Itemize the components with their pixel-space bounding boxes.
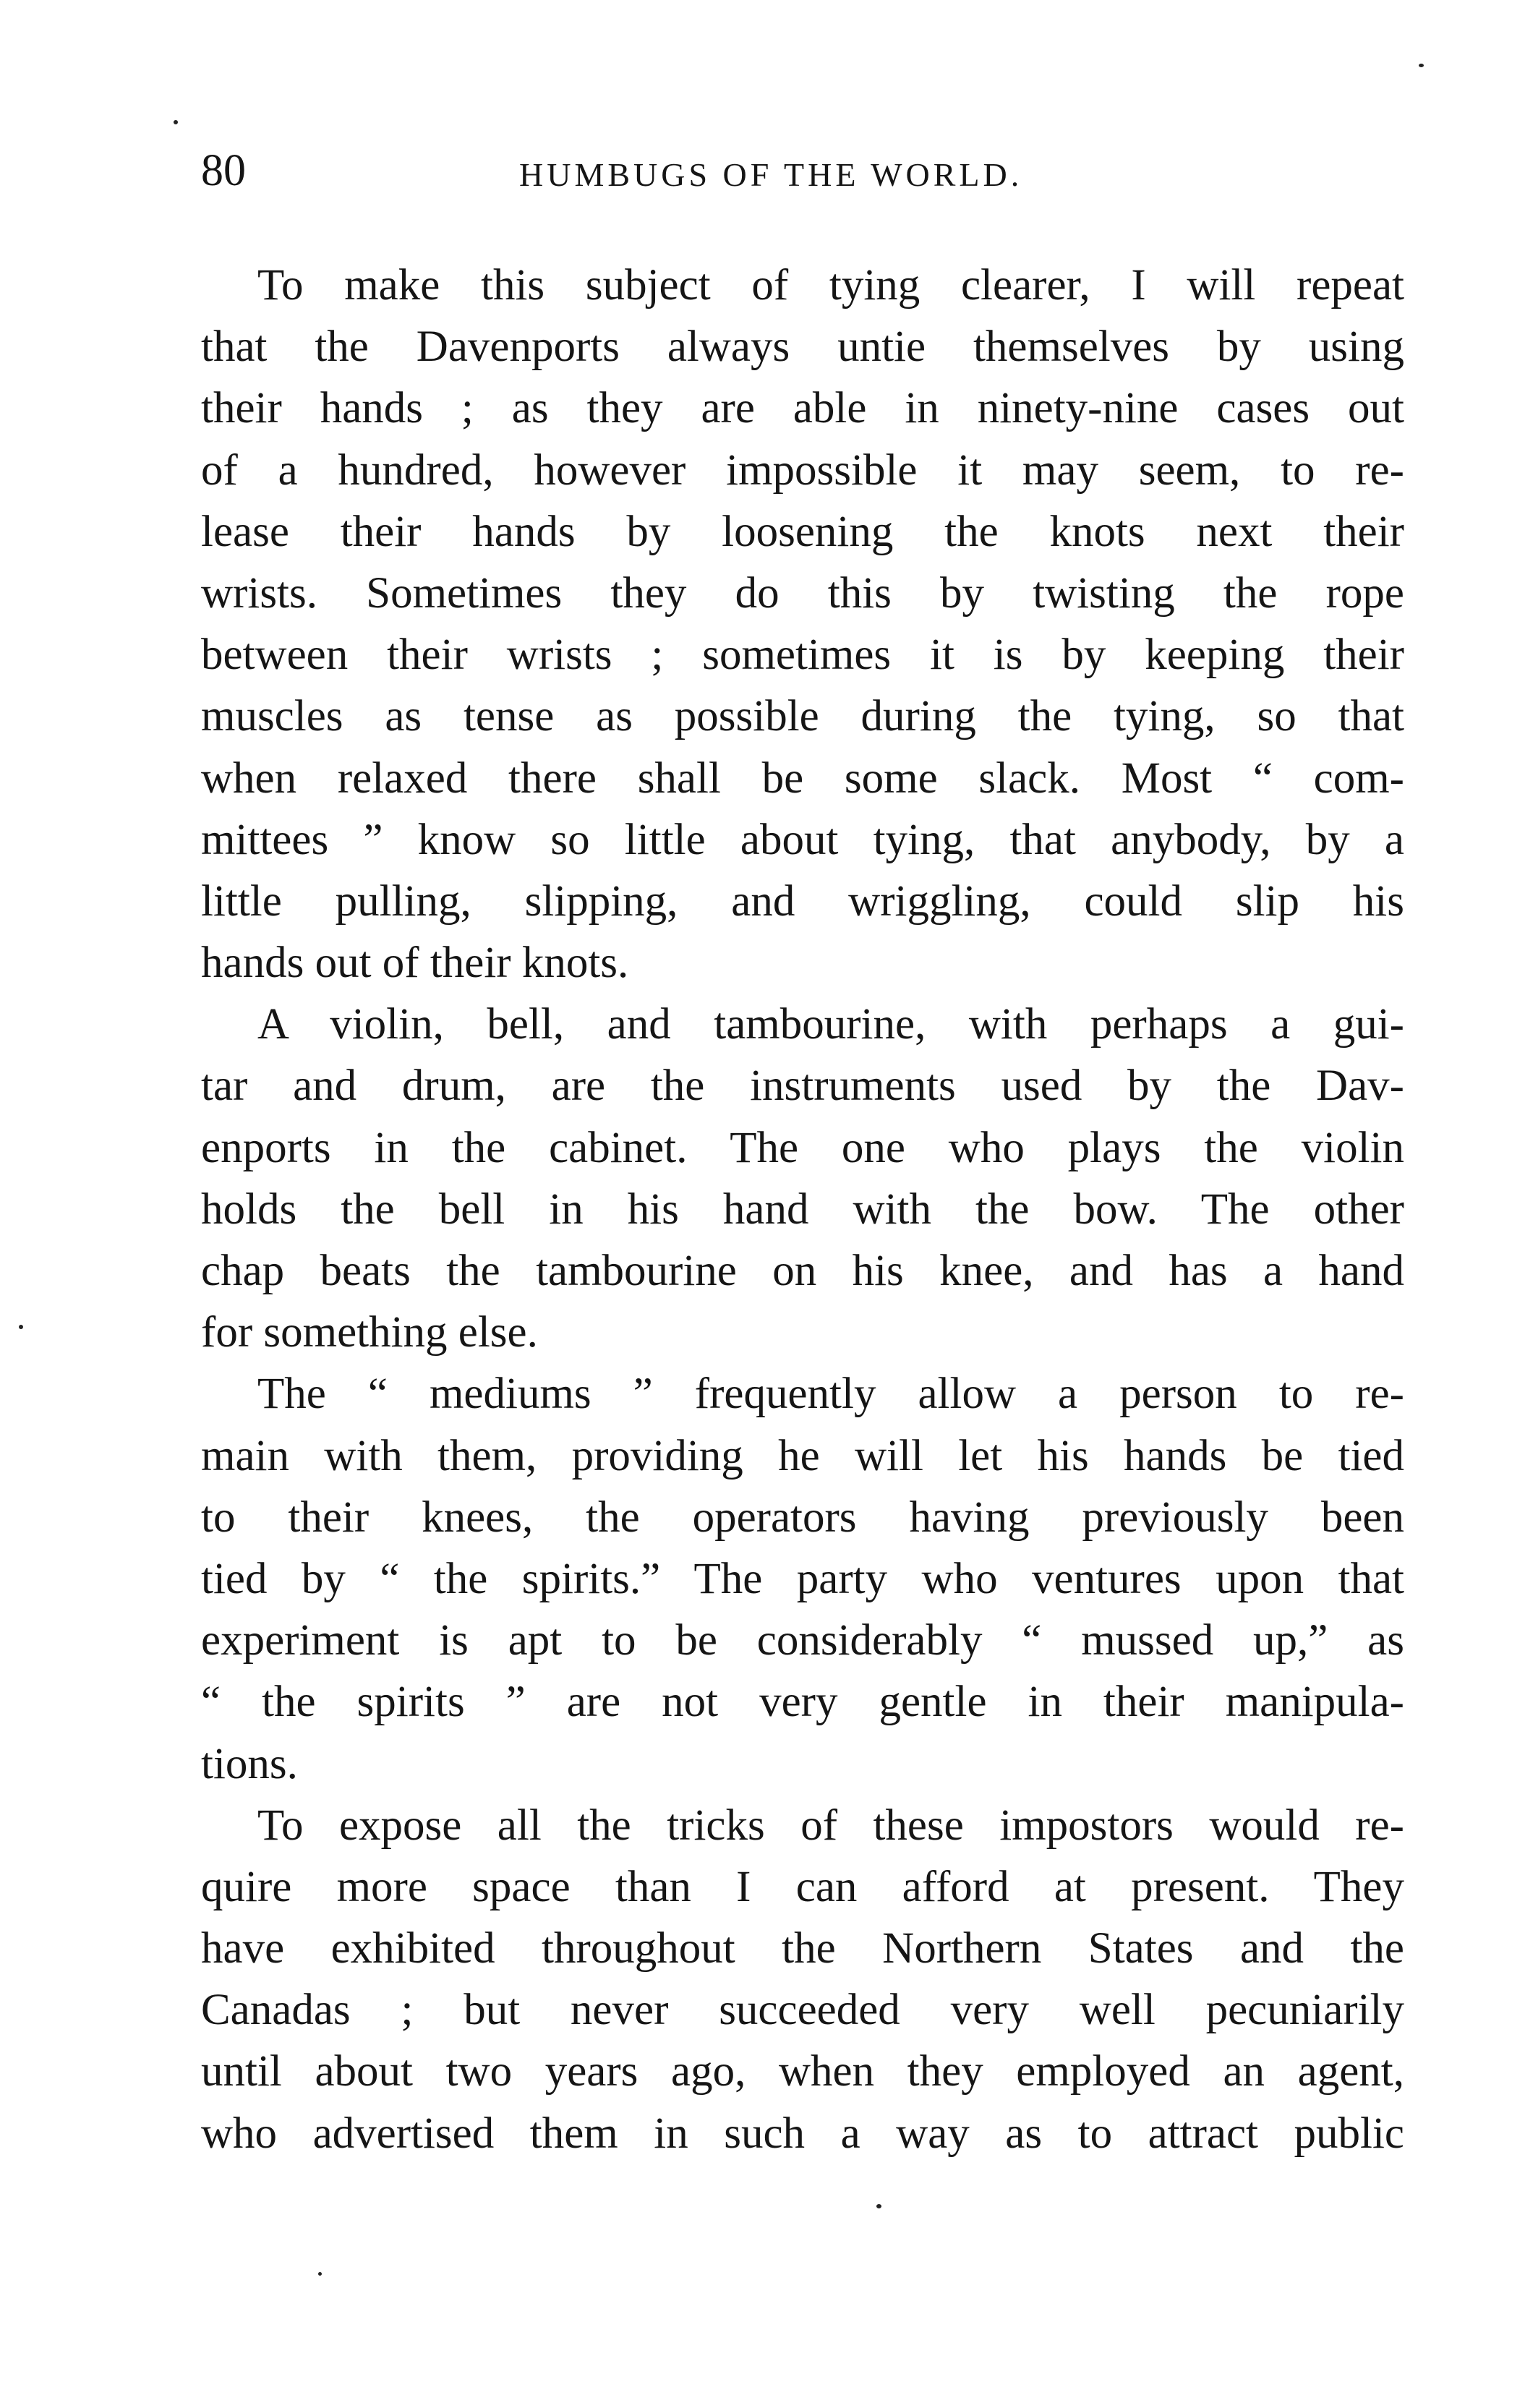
- text-line: wrists. Sometimes they do this by twisting the rope: [201, 568, 1404, 618]
- text-line: to their knees, the operators having previously been: [201, 1493, 1404, 1542]
- text-line: “ the spirits ” are not very gentle in their manipula-: [201, 1678, 1404, 1727]
- text-line: little pulling, slipping, and wriggling, could slip his: [201, 876, 1404, 926]
- scan-speck: [1419, 64, 1424, 67]
- text-line: To make this subject of tying clearer, I will repeat: [257, 261, 1404, 309]
- body-text: [201, 255, 1404, 2164]
- text-line: Canadas ; but never succeeded very well pecuniarily: [201, 1986, 1404, 2035]
- scan-speck: [876, 2204, 881, 2208]
- text-line: until about two years ago, when they employed an agent,: [201, 2047, 1404, 2096]
- paragraph-4: [201, 1795, 1404, 2164]
- paragraph-2: [201, 994, 1404, 1363]
- scan-speck: [19, 1325, 23, 1329]
- text-line: who advertised them in such a way as to attract public: [201, 2109, 1404, 2158]
- page-number: 80: [201, 146, 246, 195]
- running-title: HUMBUGS OF THE WORLD.: [519, 156, 1023, 193]
- text-line: To expose all the tricks of these impostors would re-: [257, 1801, 1404, 1850]
- text-line: that the Davenports always untie themselves by using: [201, 323, 1404, 372]
- text-line: when relaxed there shall be some slack. Most “ com-: [201, 753, 1404, 803]
- text-line: The “ mediums ” frequently allow a person to re-: [257, 1370, 1404, 1419]
- scan-speck: [318, 2272, 322, 2276]
- text-line: have exhibited throughout the Northern States and the: [201, 1924, 1404, 1973]
- text-line: for something else.: [201, 1308, 538, 1357]
- text-line: enports in the cabinet. The one who plays the violin: [201, 1123, 1404, 1172]
- text-line: chap beats the tambourine on his knee, and has a hand: [201, 1247, 1404, 1295]
- text-line: lease their hands by loosening the knots next their: [201, 507, 1404, 556]
- paragraph-3: [201, 1363, 1404, 1794]
- text-line: quire more space than I can afford at present. They: [201, 1862, 1404, 1911]
- text-line: tions.: [201, 1739, 298, 1788]
- text-line: experiment is apt to be considerably “ mussed up,” as: [201, 1616, 1404, 1665]
- text-line: hands out of their knots.: [201, 939, 629, 988]
- text-line: main with them, providing he will let his hands be tied: [201, 1431, 1404, 1480]
- text-line: muscles as tense as possible during the tying, so that: [201, 692, 1404, 741]
- text-line: of a hundred, however impossible it may seem, to re-: [201, 445, 1404, 495]
- text-line: tar and drum, are the instruments used by the Dav-: [201, 1062, 1404, 1111]
- text-line: mittees ” know so little about tying, that anybody, by a: [201, 815, 1404, 864]
- scan-speck: [174, 120, 178, 124]
- running-head: [201, 142, 1404, 200]
- text-line: holds the bell in his hand with the bow. The other: [201, 1184, 1404, 1234]
- text-line: A violin, bell, and tambourine, with perhaps a gui-: [257, 1000, 1404, 1049]
- text-line: tied by “ the spirits.” The party who ventures upon that: [201, 1554, 1404, 1603]
- text-line: between their wrists ; sometimes it is by keeping their: [201, 631, 1404, 680]
- text-line: their hands ; as they are able in ninety-nine cases out: [201, 384, 1404, 433]
- paragraph-1: [201, 255, 1404, 994]
